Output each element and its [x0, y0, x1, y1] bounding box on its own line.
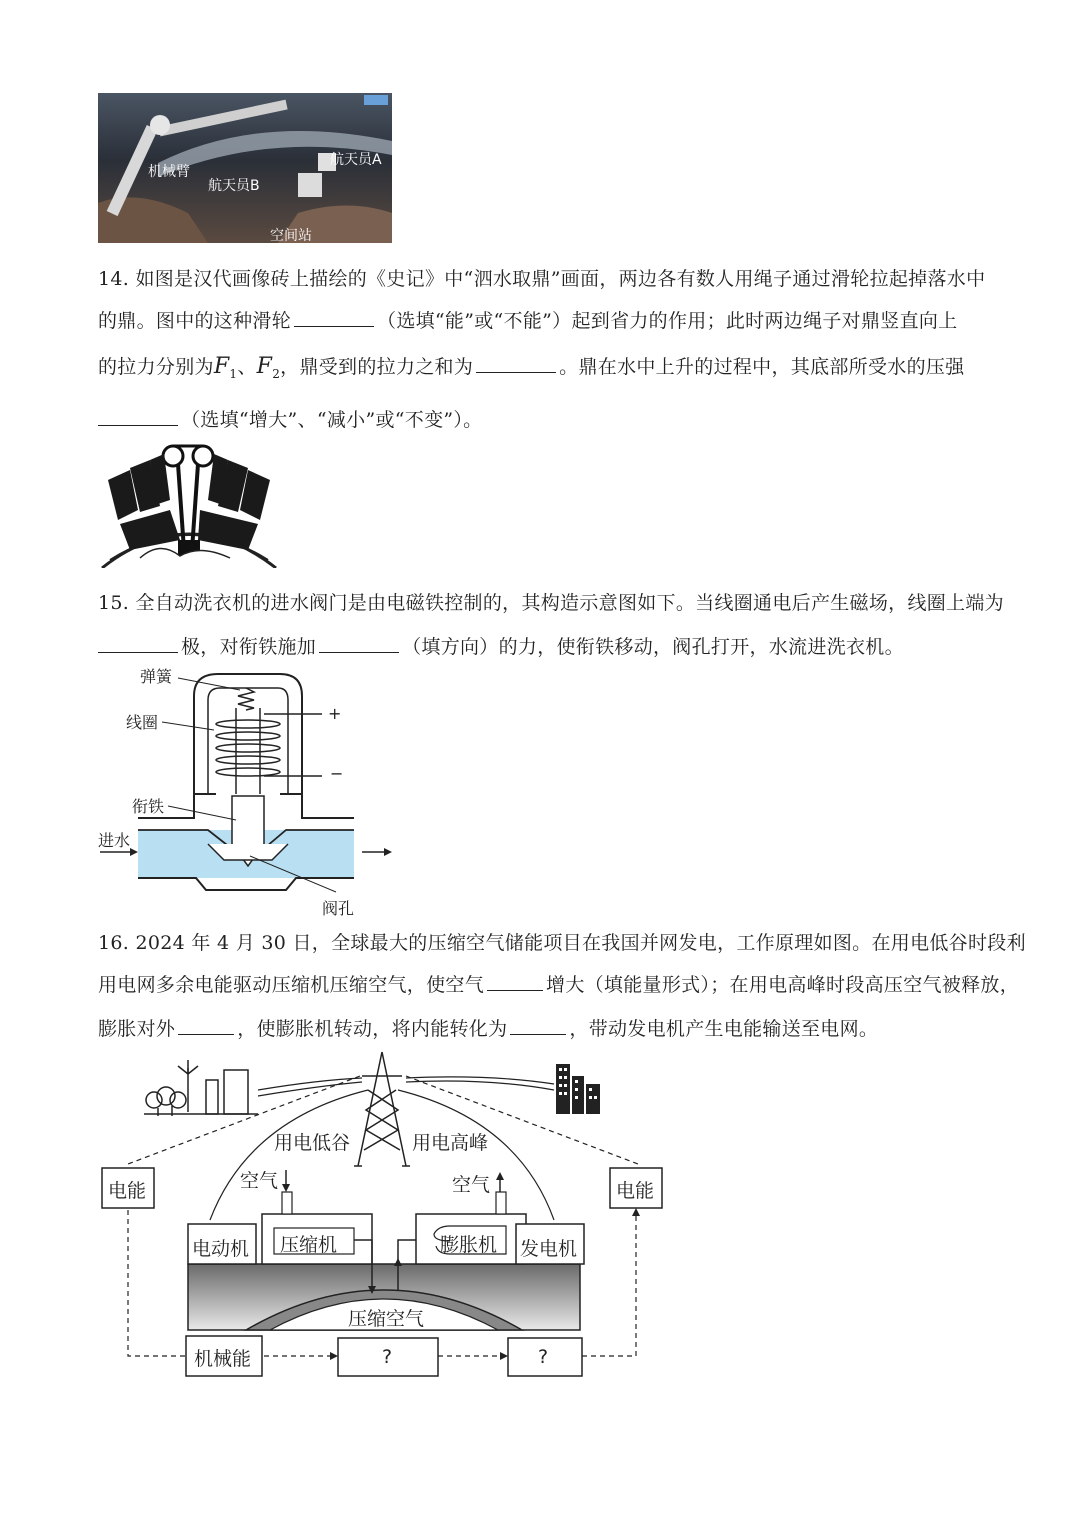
label-astronaut-b: 航天员B — [208, 178, 260, 194]
answer-blank[interactable] — [178, 1020, 234, 1035]
label-electric-energy-right: 电能 — [616, 1180, 655, 1202]
label-air-in: 空气 — [240, 1170, 279, 1192]
label-space-station: 空间站 — [270, 228, 312, 244]
label-compressor: 压缩机 — [280, 1234, 338, 1256]
label-inlet: 进水 — [98, 831, 131, 850]
label-plus: + — [328, 704, 342, 723]
space-station-photo — [98, 93, 392, 243]
label-compressed-air: 压缩空气 — [348, 1308, 425, 1330]
label-motor: 电动机 — [192, 1238, 250, 1260]
label-off-peak: 用电低谷 — [274, 1132, 351, 1154]
answer-blank[interactable] — [487, 976, 543, 991]
han-brick-image — [100, 440, 278, 568]
label-air-out: 空气 — [452, 1174, 491, 1196]
answer-blank[interactable] — [294, 312, 374, 327]
label-robotic-arm: 机械臂 — [148, 164, 190, 180]
q15-line-1: 15. 全自动洗衣机的进水阀门是由电磁铁控制的，其构造示意图如下。当线圈通电后产生磁场，线圈上端为 — [98, 592, 1004, 614]
label-astronaut-a: 航天员A — [330, 152, 382, 168]
label-unknown-1: ? — [382, 1346, 393, 1368]
label-peak: 用电高峰 — [412, 1132, 489, 1154]
label-minus: − — [330, 764, 344, 783]
energy-storage-diagram — [98, 1050, 678, 1380]
label-spring: 弹簧 — [140, 667, 173, 686]
label-expander: 膨胀机 — [440, 1234, 498, 1256]
label-generator: 发电机 — [520, 1238, 578, 1260]
label-unknown-2: ? — [538, 1346, 549, 1368]
answer-blank[interactable] — [476, 358, 556, 373]
answer-blank[interactable] — [98, 638, 178, 653]
q15-line-2: 极，对衔铁施加 （填方向）的力，使衔铁移动，阀孔打开，水流进洗衣机。 — [98, 632, 904, 659]
answer-blank[interactable] — [98, 411, 178, 426]
label-valve-hole: 阀孔 — [322, 899, 355, 918]
q14-line-4: （选填“增大”、“减小”或“不变”）。 — [98, 405, 482, 432]
q14-line-2: 的鼎。图中的这种滑轮 （选填“能”或“不能”）起到省力的作用；此时两边绳子对鼎竖直向上 — [98, 310, 958, 332]
q14-line-3: 的拉力分别为$F_1$、$F_2$，鼎受到的拉力之和为 。鼎在水中上升的过程中，其底部所受水的压强 — [98, 354, 965, 381]
label-armature: 衔铁 — [132, 797, 165, 816]
q16-line-3: 膨胀对外 ，使膨胀机转动，将内能转化为 ，带动发电机产生电能输送至电网。 — [98, 1018, 879, 1040]
label-electric-energy-left: 电能 — [108, 1180, 147, 1202]
answer-blank[interactable] — [319, 638, 399, 653]
answer-blank[interactable] — [510, 1020, 566, 1035]
label-coil: 线圈 — [126, 713, 159, 732]
solenoid-valve-diagram — [96, 660, 406, 918]
label-mechanical-energy: 机械能 — [194, 1348, 252, 1370]
q16-line-1: 16. 2024 年 4 月 30 日，全球最大的压缩空气储能项目在我国并网发电，工作原理如图。在用电低谷时段利 — [98, 932, 1026, 954]
q16-line-2: 用电网多余电能驱动压缩机压缩空气，使空气 增大（填能量形式）；在用电高峰时段高压空气被释放， — [98, 974, 1020, 996]
q14-line-1: 14. 如图是汉代画像砖上描绘的《史记》中“泗水取鼎”画面，两边各有数人用绳子通过滑轮拉起掉落水中 — [98, 268, 986, 290]
